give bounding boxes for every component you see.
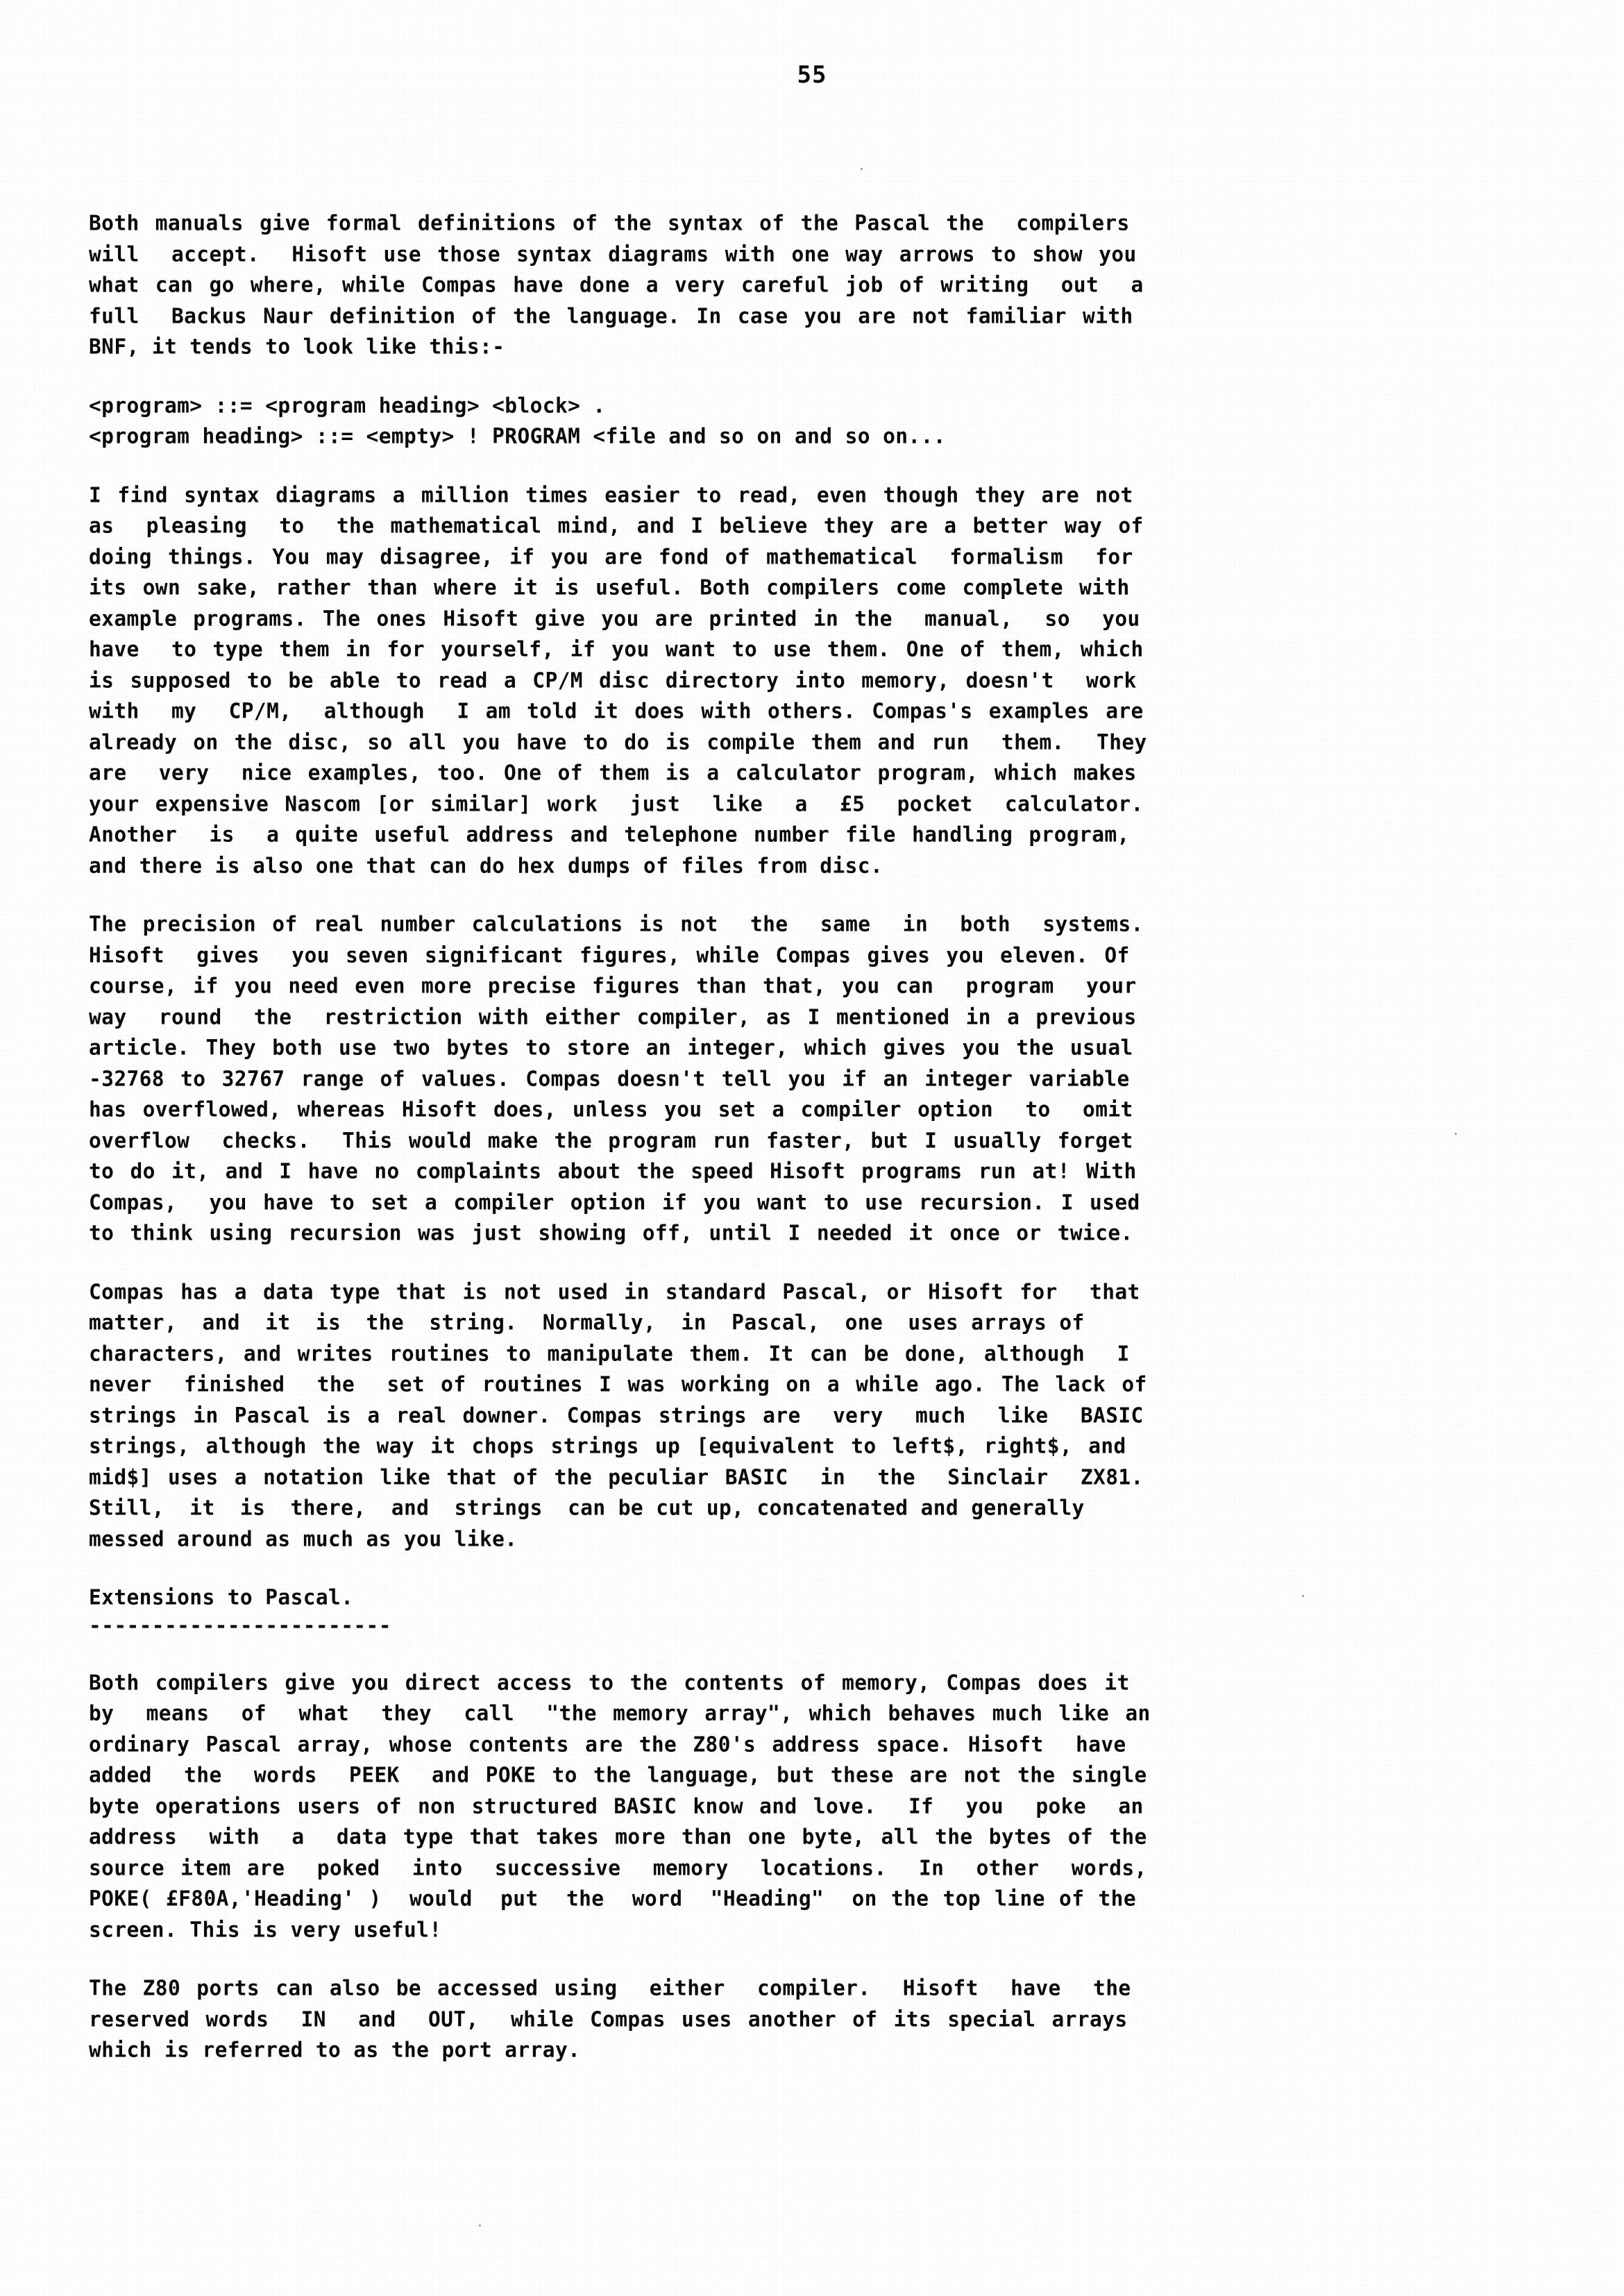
paragraph-ports	[89, 1973, 1539, 2066]
text-line: screen. This is very useful!	[89, 1916, 442, 1942]
paragraph-precision	[89, 909, 1539, 1249]
text-line: ordinary Pascal array, whose contents are the Z80's address space. Hisoft have	[89, 1731, 1126, 1757]
text-line: what can go where, while Compas have done a very careful job of writing out a	[89, 272, 1144, 297]
text-line: will accept. Hisoft use those syntax diagrams with one way arrows to show you	[89, 241, 1137, 267]
document-body	[89, 208, 1539, 2094]
text-line: full Backus Naur definition of the language. In case you are not familiar with	[89, 303, 1133, 328]
text-line: Compas, you have to set a compiler option if you want to use recursion. I used	[89, 1189, 1140, 1215]
text-line: I find syntax diagrams a million times easier to read, even though they are not	[89, 482, 1133, 507]
text-line: as pleasing to the mathematical mind, and I believe they are a better way of	[89, 513, 1144, 538]
text-line: strings in Pascal is a real downer. Compas strings are very much like BASIC	[89, 1402, 1144, 1428]
text-line: Both manuals give formal definitions of the syntax of the Pascal the compilers	[89, 210, 1130, 235]
poke-example-line: POKE( £F80A,'Heading' ) would put the word "Heading" on the top line of the	[89, 1886, 1136, 1911]
text-line: Compas has a data type that is not used in standard Pascal, or Hisoft for that	[89, 1278, 1140, 1304]
bnf-line: <program heading> ::= <empty> ! PROGRAM <file and so on and so on...	[89, 423, 946, 448]
text-line: Still, it is there, and strings can be cut up, concatenated and generally	[89, 1495, 1085, 1520]
text-line: to think using recursion was just showing off, until I needed it once or twice.	[89, 1220, 1133, 1245]
text-line: is supposed to be able to read a CP/M disc directory into memory, doesn't work	[89, 667, 1137, 693]
text-line: mid$] uses a notation like that of the peculiar BASIC in the Sinclair ZX81.	[89, 1464, 1144, 1489]
text-line: characters, and writes routines to manipulate them. It can be done, although I	[89, 1340, 1130, 1366]
text-line: byte operations users of non structured BASIC know and love. If you poke an	[89, 1793, 1144, 1818]
section-heading-block	[89, 1582, 1539, 1637]
text-line: are very nice examples, too. One of them is a calculator program, which makes	[89, 760, 1137, 785]
section-heading-underline: ------------------------	[89, 1613, 391, 1637]
paragraph-manuals	[89, 208, 1539, 363]
text-line: messed around as much as you like.	[89, 1526, 518, 1551]
heading-spacer	[89, 1637, 1539, 1668]
paragraph-memory-access	[89, 1668, 1539, 1946]
paragraph-strings	[89, 1277, 1539, 1555]
text-line: Hisoft gives you seven significant figures, while Compas gives you eleven. Of	[89, 942, 1130, 968]
text-line: have to type them in for yourself, if you want to use them. One of them, which	[89, 636, 1144, 661]
text-line: to do it, and I have no complaints about the speed Hisoft programs run at! With	[89, 1158, 1137, 1183]
section-heading: Extensions to Pascal.	[89, 1585, 354, 1610]
text-line: which is referred to as the port array.	[89, 2037, 581, 2062]
text-line: never finished the set of routines I was working on a while ago. The lack of	[89, 1371, 1147, 1396]
text-line: Both compilers give you direct access to the contents of memory, Compas does it	[89, 1669, 1130, 1695]
text-line: article. They both use two bytes to store an integer, which gives you the usual	[89, 1035, 1133, 1060]
text-line: already on the disc, so all you have to do is compile them and run them. They	[89, 729, 1147, 754]
paragraph-bnf	[89, 391, 1539, 453]
text-line: your expensive Nascom [or similar] work just like a £5 pocket calculator.	[89, 791, 1144, 816]
text-line: strings, although the way it chops strings up [equivalent to left$, right$, and	[89, 1433, 1126, 1458]
text-line: added the words PEEK and POKE to the language, but these are not the single	[89, 1762, 1147, 1787]
text-line: address with a data type that takes more than one byte, all the bytes of the	[89, 1824, 1147, 1849]
text-line: way round the restriction with either compiler, as I mentioned in a previous	[89, 1004, 1137, 1029]
bnf-line: <program> ::= <program heading> <block> .	[89, 392, 606, 418]
page-number: 55	[797, 61, 827, 89]
text-line: its own sake, rather than where it is useful. Both compilers come complete with	[89, 575, 1130, 600]
scan-speck	[1302, 1595, 1304, 1597]
text-line: overflow checks. This would make the program run faster, but I usually forget	[89, 1127, 1133, 1153]
text-line: The Z80 ports can also be accessed using either compiler. Hisoft have the	[89, 1975, 1131, 2000]
text-line: reserved words IN and OUT, while Compas uses another of its special arrays	[89, 2006, 1128, 2032]
text-line: -32768 to 32767 range of values. Compas doesn't tell you if an integer variable	[89, 1065, 1130, 1091]
scan-speck	[479, 2225, 481, 2227]
text-line: Another is a quite useful address and telephone number file handling program,	[89, 822, 1130, 847]
paragraph-syntax-diagrams	[89, 480, 1539, 882]
text-line: has overflowed, whereas Hisoft does, unless you set a compiler option to omit	[89, 1097, 1133, 1122]
text-line: and there is also one that can do hex dumps of files from disc.	[89, 852, 883, 878]
text-line: course, if you need even more precise figures than that, you can program your	[89, 973, 1137, 998]
text-line: BNF, it tends to look like this:-	[89, 334, 505, 359]
text-line: with my CP/M, although I am told it does with others. Compas's examples are	[89, 698, 1144, 723]
scan-speck	[861, 168, 863, 170]
text-line: matter, and it is the string. Normally, in Pascal, one uses arrays of	[89, 1310, 1085, 1335]
text-line: by means of what they call "the memory array", which behaves much like an	[89, 1700, 1151, 1725]
text-line: doing things. You may disagree, if you are fond of mathematical formalism for	[89, 543, 1133, 569]
text-line: The precision of real number calculations is not the same in both systems.	[89, 911, 1144, 936]
text-line: source item are poked into successive memory locations. In other words,	[89, 1855, 1147, 1880]
scan-speck	[1455, 1133, 1457, 1135]
text-line: example programs. The ones Hisoft give you are printed in the manual, so you	[89, 605, 1140, 631]
